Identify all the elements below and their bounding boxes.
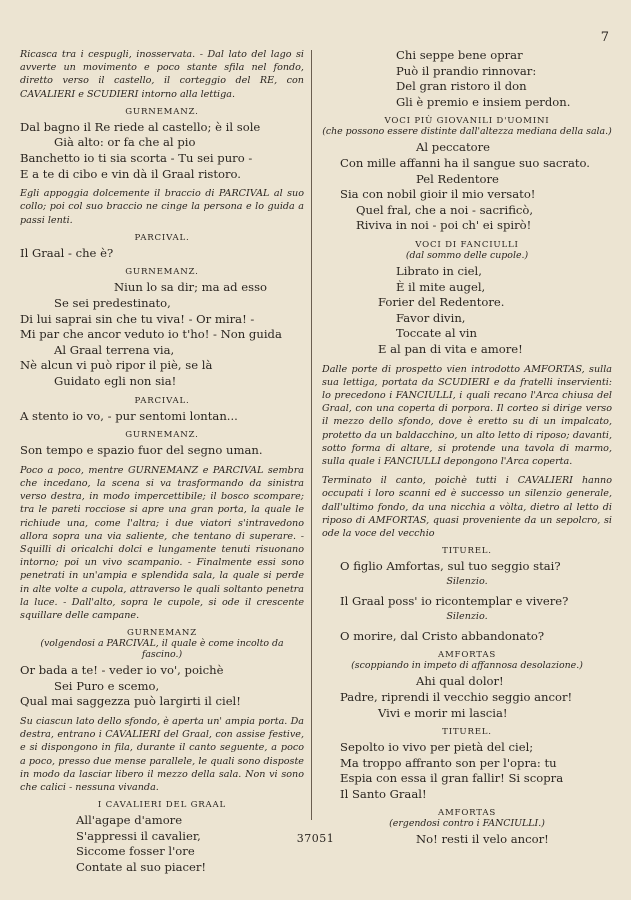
verse-line: Vivi e morir mi lascia! — [378, 705, 508, 720]
verse-line: Gli è premio e insiem perdon. — [396, 94, 571, 109]
verse-line: Il Graal - che è? — [20, 245, 114, 260]
verse-line: Già alto: or fa che al pio — [54, 135, 196, 150]
verse-line: Pel Redentore — [416, 171, 499, 186]
verse-line: Mi par che ancor veduto io t'ho! - Non guida — [20, 327, 282, 342]
verse-line: Dal bagno il Re riede al castello; è il sole — [20, 119, 261, 134]
character-name: TITUREL. — [442, 546, 492, 557]
verse-line: Di lui saprai sin che tu viva! - Or mira! - — [20, 311, 255, 326]
stage-direction: Dalle porte di prospetto vien introdotto AMFORTAS, sulla sua lettiga, portata da SCUDIERI e da fratelli inservienti: lo precedono i FANCIULLI, i quali recano l'Arca chiusa del Graal, con una coperta di porpora. Il corteo si dirige verso il mezzo dello sfondo, dove è eretto su di un impalcato, protetto da un baldacchino, un alto letto di riposo; davanti, sotto forma di altare, si protende una tavola di marmo, sulla quale i FANCIULLI depongono l'Arca coperta. — [322, 363, 612, 467]
character-direction: (scoppiando in impeto di affannosa desolazione.) — [351, 660, 583, 672]
verse-line: Qual mai saggezza può largirti il ciel! — [20, 694, 241, 709]
verse-line: All'agape d'amore — [76, 813, 183, 828]
left-column — [20, 48, 304, 876]
verse-line: Or bada a te! - veder io vo', poichè — [20, 663, 224, 678]
verse-line: Quel fral, che a noi - sacrificò, — [356, 202, 534, 217]
verse-line: Son tempo e spazio fuor del segno uman. — [20, 443, 263, 458]
stage-direction: Terminato il canto, poichè tutti i CAVALIERI hanno occupati i loro scanni ed è successo un silenzio generale, dall'ultimo fondo, da una nicchia a vòlta, dietro al letto di riposo di AMFORTAS, quasi proveniente da un sepolcro, si ode la voce del vecchio — [322, 475, 612, 539]
verse-line: Se sei predestinato, — [54, 295, 171, 310]
verse-line: Ahi qual dolor! — [416, 674, 504, 689]
verse-line: Del gran ristoro il don — [396, 79, 527, 94]
verse-line: E a te di cibo e vin dà il Graal ristoro. — [20, 166, 241, 181]
verse-line: S'appressi il cavalier, — [76, 828, 201, 843]
verse-line: Niun lo sa dir; ma ad esso — [114, 280, 268, 295]
stage-direction: Silenzio. — [446, 610, 488, 622]
verse-line: Riviva in noi - poi ch' ei spirò! — [356, 218, 532, 233]
verse-line: Con mille affanni ha il sangue suo sacrato. — [340, 155, 590, 170]
right-column — [322, 48, 612, 848]
stage-direction: Poco a poco, mentre GURNEMANZ e PARCIVAL sembra che incedano, la scena si va trasformando da sinistra verso destra, in modo impercettibile; il bosco scompare; tra le pareti rocciose si apre una gran porta, la quale le richiude una, come l'altra; i due viatori s'intravedono allora sopra una via saliente, che tentano di superare. - Squilli di oricalchi dolci e lungamente tenuti risuonano intorno; poi un vivo scampanio. - Finalmente essi sono penetrati in un'ampia e splendida sala, la quale si perde in alte volte a cupola, attraverso le quali soltanto penetra la luce. - Dall'alto, sopra le cupole, si ode il crescente squillare delle campane. — [20, 464, 304, 621]
verse-line: È il mite augel, — [396, 279, 486, 294]
character-name: GURNEMANZ. — [125, 430, 199, 441]
character-name: TITUREL. — [442, 727, 492, 738]
verse-line: Toccate al vin — [396, 326, 477, 341]
verse-line: Contate al suo piacer! — [76, 859, 207, 874]
verse-line: Al Graal terrena via, — [54, 342, 175, 357]
verse-line: Librato in ciel, — [396, 263, 482, 278]
verse-line: Nè alcun vi può ripor il piè, se là — [20, 358, 213, 373]
verse-line: O morire, dal Cristo abbandonato? — [340, 628, 545, 643]
verse-line: Sia con nobil gioir il mio versato! — [340, 187, 536, 202]
page-number: 7 — [600, 30, 609, 45]
character-direction: (dal sommo delle cupole.) — [405, 249, 529, 261]
footer-code: 37051 — [296, 832, 335, 845]
character-name: PARCIVAL. — [134, 395, 190, 406]
verse-line: Il Santo Graal! — [340, 786, 427, 801]
verse-line: No! resti il velo ancor! — [416, 832, 549, 847]
verse-line: Espia con essa il gran fallir! Si scopra — [340, 771, 564, 786]
character-direction: (che possono essere distinte dall'altezza mediana della sala.) — [322, 126, 612, 138]
stage-direction: Su ciascun lato dello sfondo, è aperta un' ampia porta. Da destra, entrano i CAVALIERI del Graal, con assise festive, e si dispongono in fila, durante il canto seguente, a poco a poco, presso due mense parallele, le quali sono disposte in modo da lasciar libero il mezzo della sala. Non vi sono che calici - nessuna vivanda. — [20, 715, 304, 793]
character-name: GURNEMANZ. — [125, 267, 199, 278]
column-divider — [311, 50, 312, 820]
verse-line: Padre, riprendi il vecchio seggio ancor! — [340, 689, 573, 704]
character-label: VOCI DI FANCIULLI — [415, 239, 519, 250]
character-name: GURNEMANZ. — [125, 106, 199, 117]
character-name: PARCIVAL. — [134, 232, 190, 243]
verse-line: Forier del Redentore. — [378, 295, 505, 310]
character-name: I CAVALIERI DEL GRAAL — [97, 800, 227, 811]
character-name — [322, 650, 612, 671]
character-name — [322, 240, 612, 261]
stage-direction: Silenzio. — [446, 575, 488, 587]
verse-line: Al peccatore — [416, 140, 490, 155]
verse-line: O figlio Amfortas, sul tuo seggio stai? — [340, 559, 561, 574]
verse-line: A stento io vo, - pur sentomi lontan... — [20, 408, 238, 423]
stage-direction: Ricasca tra i cespugli, inosservata. - Dal lato del lago si avverte un movimento e poco stante sfila nel fondo, diretto verso il castello, il corteggio del RE, con CAVALIERI e SCUDIERI intorno alla lettiga. — [20, 49, 304, 100]
character-name — [322, 808, 612, 829]
character-label: AMFORTAS — [437, 808, 497, 819]
verse-line: Il Graal poss' io ricontemplar e vivere? — [340, 593, 569, 608]
verse-line: Siccome fosser l'ore — [76, 844, 195, 859]
stage-direction: Egli appoggia dolcemente il braccio di PARCIVAL al suo collo; poi col suo braccio ne cinge la persona e lo guida a passi lenti. — [20, 188, 304, 226]
verse-line: Può il prandio rinnovar: — [396, 63, 537, 78]
verse-line: Guidato egli non sia! — [54, 373, 177, 388]
character-direction: (volgendosi a PARCIVAL, il quale è come incolto da fascino.) — [40, 638, 284, 661]
verse-line: Sepolto io vivo per pietà del ciel; — [340, 740, 534, 755]
verse-line: Ma troppo affranto son per l'opra: tu — [340, 755, 557, 770]
character-name — [20, 628, 304, 660]
character-label: AMFORTAS — [437, 650, 497, 661]
verse-line: Banchetto io ti sia scorta - Tu sei puro - — [20, 151, 253, 165]
character-name — [322, 116, 612, 137]
verse-line: Favor divin, — [396, 310, 466, 325]
character-label: GURNEMANZ — [126, 628, 198, 639]
verse-line: E al pan di vita e amore! — [378, 341, 523, 356]
verse-line: Chi seppe bene oprar — [396, 48, 523, 62]
verse-line: Sei Puro e scemo, — [54, 678, 160, 693]
character-direction: (ergendosi contro i FANCIULLI.) — [389, 818, 545, 830]
character-label: VOCI PIÙ GIOVANILI D'UOMINI — [384, 116, 550, 127]
